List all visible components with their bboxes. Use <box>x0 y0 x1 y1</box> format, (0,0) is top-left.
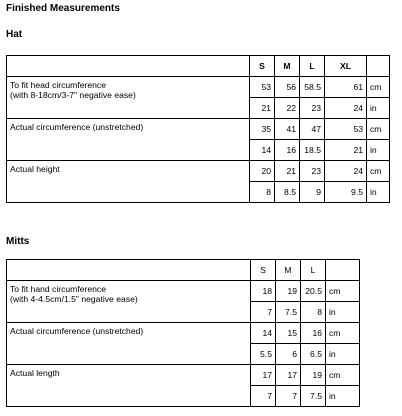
measurement-value: 7.5 <box>301 386 326 407</box>
measurement-value: 7.5 <box>276 302 301 323</box>
measurement-label: To fit head circumference (with 8-18cm/3-7" negative ease) <box>7 77 250 119</box>
size-header: M <box>276 260 301 281</box>
measurement-value: 22 <box>275 98 300 119</box>
table-row <box>7 365 360 386</box>
unit-label: cm <box>326 323 360 344</box>
measurement-value: 6.5 <box>301 344 326 365</box>
unit-label: in <box>326 386 360 407</box>
measurement-label: Actual circumference (unstretched) <box>7 323 251 365</box>
measurement-value: 23 <box>300 161 325 182</box>
unit-label: cm <box>367 161 390 182</box>
measurement-value: 53 <box>250 77 275 98</box>
measurement-value: 14 <box>250 140 275 161</box>
measurement-value: 5.5 <box>251 344 276 365</box>
measurement-label: Actual length <box>7 365 251 407</box>
measurement-value: 19 <box>276 281 301 302</box>
measurement-value: 61 <box>325 77 367 98</box>
measurement-value: 47 <box>300 119 325 140</box>
unit-label: in <box>326 302 360 323</box>
header-empty-cell <box>326 260 360 281</box>
unit-label: cm <box>326 281 360 302</box>
measurement-value: 7 <box>251 302 276 323</box>
measurement-value: 7 <box>276 386 301 407</box>
measurement-value: 20.5 <box>301 281 326 302</box>
measurement-value: 7 <box>251 386 276 407</box>
size-header: L <box>301 260 326 281</box>
unit-label: cm <box>367 77 390 98</box>
measurement-label: To fit hand circumference (with 4-4.5cm/1.5" negative ease) <box>7 281 251 323</box>
measurement-value: 24 <box>325 161 367 182</box>
table-row <box>7 161 390 182</box>
measurement-value: 21 <box>275 161 300 182</box>
measurement-value: 9.5 <box>325 182 367 203</box>
measurement-value: 6 <box>276 344 301 365</box>
measurement-value: 17 <box>251 365 276 386</box>
measurement-value: 8.5 <box>275 182 300 203</box>
mitts-heading: Mitts <box>6 236 30 247</box>
table-row <box>7 281 360 302</box>
measurement-value: 8 <box>301 302 326 323</box>
measurement-value: 56 <box>275 77 300 98</box>
table-row <box>7 77 390 98</box>
measurement-value: 23 <box>300 98 325 119</box>
measurement-value: 8 <box>250 182 275 203</box>
measurement-value: 14 <box>251 323 276 344</box>
measurement-value: 18 <box>251 281 276 302</box>
measurement-value: 19 <box>301 365 326 386</box>
mitts-measurements-table <box>6 259 360 407</box>
size-header: L <box>300 56 325 77</box>
measurement-value: 21 <box>250 98 275 119</box>
size-header: S <box>250 56 275 77</box>
measurement-value: 16 <box>301 323 326 344</box>
header-empty-cell <box>7 260 251 281</box>
size-header: M <box>275 56 300 77</box>
measurement-value: 15 <box>276 323 301 344</box>
page-title: Finished Measurements <box>6 3 120 14</box>
header-empty-cell <box>367 56 390 77</box>
measurement-label: Actual height <box>7 161 250 203</box>
measurement-value: 41 <box>275 119 300 140</box>
header-empty-cell <box>7 56 250 77</box>
table-row <box>7 119 390 140</box>
unit-label: in <box>367 140 390 161</box>
measurement-value: 35 <box>250 119 275 140</box>
table-header-row <box>7 56 390 77</box>
measurement-label: Actual circumference (unstretched) <box>7 119 250 161</box>
measurement-value: 24 <box>325 98 367 119</box>
unit-label: in <box>367 182 390 203</box>
measurement-value: 16 <box>275 140 300 161</box>
hat-measurements-table <box>6 55 390 203</box>
measurement-value: 20 <box>250 161 275 182</box>
measurement-value: 9 <box>300 182 325 203</box>
table-header-row <box>7 260 360 281</box>
unit-label: cm <box>367 119 390 140</box>
unit-label: in <box>326 344 360 365</box>
size-header: XL <box>325 56 367 77</box>
measurement-value: 17 <box>276 365 301 386</box>
measurement-value: 18.5 <box>300 140 325 161</box>
unit-label: cm <box>326 365 360 386</box>
measurement-value: 53 <box>325 119 367 140</box>
size-header: S <box>251 260 276 281</box>
hat-heading: Hat <box>6 29 23 40</box>
unit-label: in <box>367 98 390 119</box>
table-row <box>7 323 360 344</box>
measurement-value: 21 <box>325 140 367 161</box>
measurement-value: 58.5 <box>300 77 325 98</box>
